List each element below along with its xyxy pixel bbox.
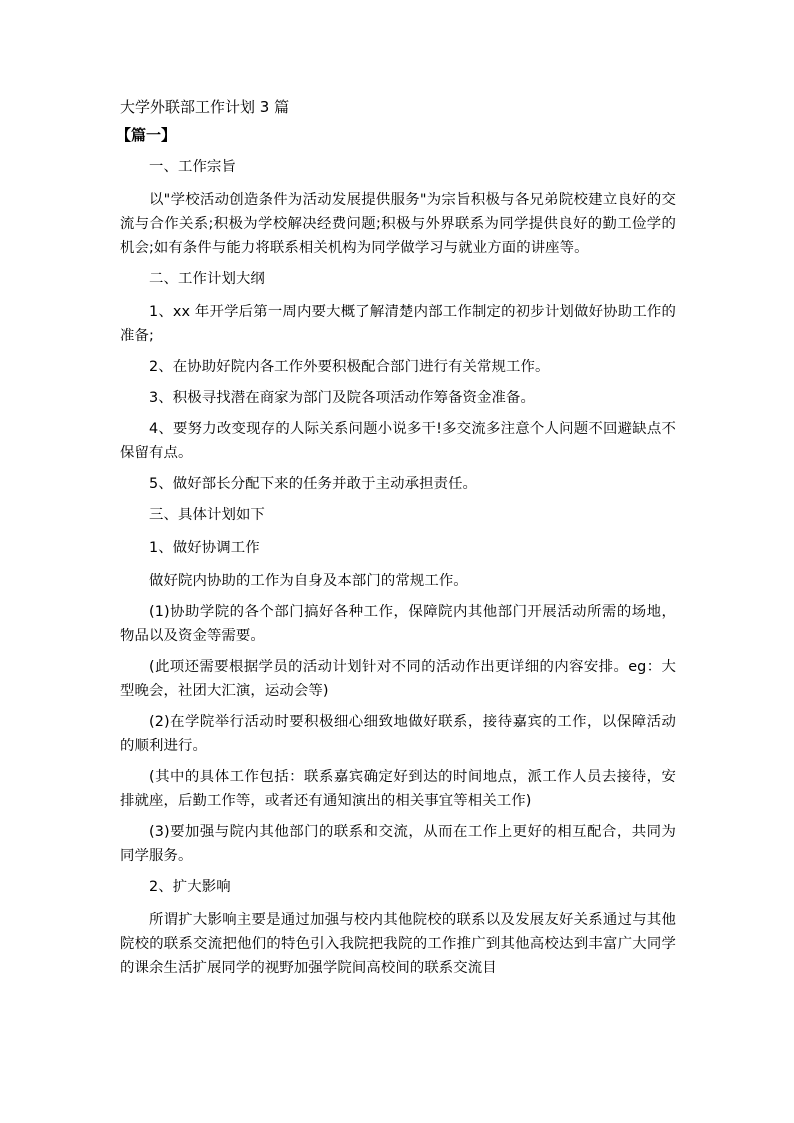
heading-specific-plan: 三、具体计划如下 [149,507,265,523]
coordination-item-3: (3)要加强与院内其他部门的联系和交流，从而在工作上更好的相互配合，共同为同学服务。 [120,824,676,864]
coordination-item-2-note: (其中的具体工作包括：联系嘉宾确定好到达的时间地点，派工作人员去接待，安排就座，后勤工作等，或者还有通知演出的相关事宜等相关工作) [120,769,676,809]
document-page [116,95,676,987]
outline-item-1: 1、xx 年开学后第一周内要大概了解清楚内部工作制定的初步计划做好协助工作的准备; [120,304,676,344]
coordination-item-1: (1)协助学院的各个部门搞好各种工作，保障院内其他部门开展活动所需的场地，物品以及资金等需要。 [120,604,676,644]
heading-work-purpose: 一、工作宗旨 [149,159,236,175]
document-title: 大学外联部工作计划 3 篇 [120,98,290,116]
subheading-expand-influence: 2、扩大影响 [149,879,231,895]
section-label: 【篇一】 [116,126,177,144]
coordination-item-1-note: (此项还需要根据学员的活动计划针对不同的活动作出更详细的内容安排。eg：大型晚会，社团大汇演，运动会等) [120,659,676,699]
paragraph-coordination-intro: 做好院内协助的工作为自身及本部门的常规工作。 [149,573,468,589]
coordination-item-2: (2)在学院举行活动时要积极细心细致地做好联系，接待嘉宾的工作，以保障活动的顺利进行。 [120,714,676,754]
paragraph-expand-influence: 所谓扩大影响主要是通过加强与校内其他院校的联系以及发展友好关系通过与其他院校的联系交流把他们的特色引入我院把我院的工作推广到其他高校达到丰富广大同学的课余生活扩展同学的视野加强学院间高校间的联系交流目 [120,912,676,976]
outline-item-4: 4、要努力改变现存的人际关系问题小说多干!多交流多注意个人问题不回避缺点不保留有点。 [120,421,676,461]
outline-item-3: 3、积极寻找潜在商家为部门及院各项活动作筹备资金准备。 [149,390,536,406]
paragraph-work-purpose: 以"学校活动创造条件为活动发展提供服务"为宗旨积极与各兄弟院校建立良好的交流与合作关系;积极为学校解决经费问题;积极与外界联系为同学提供良好的勤工俭学的机会;如有条件与能力将联系相关机构为同学做学习与就业方面的讲座等。 [120,192,676,256]
heading-plan-outline: 二、工作计划大纲 [149,271,265,287]
outline-item-2: 2、在协助好院内各工作外要积极配合部门进行有关常规工作。 [149,359,550,375]
outline-item-5: 5、做好部长分配下来的任务并敢于主动承担责任。 [149,476,478,492]
subheading-coordination: 1、做好协调工作 [149,540,260,556]
